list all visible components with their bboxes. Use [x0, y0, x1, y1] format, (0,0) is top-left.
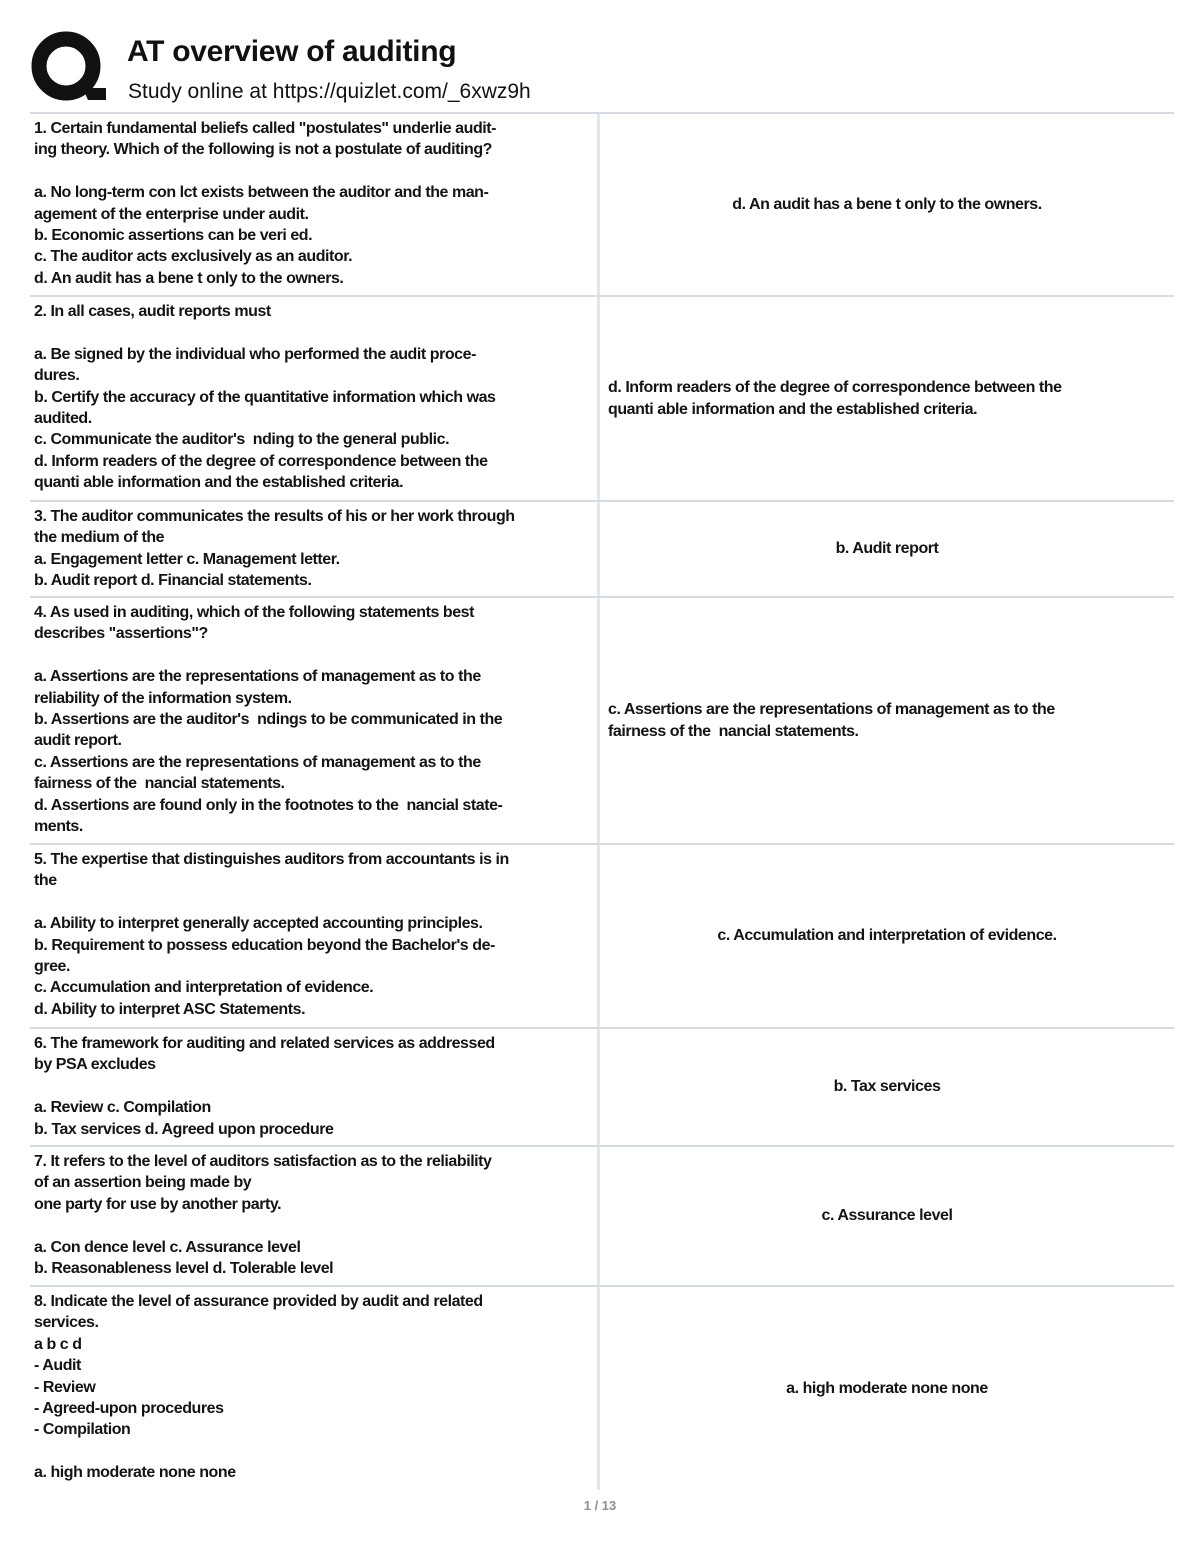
question-line: ments. [34, 818, 83, 836]
answer-line: fairness of the nancial statements. [608, 722, 859, 740]
answer-text: b. Tax services [833, 1078, 941, 1096]
flashcard [30, 1145, 1174, 1285]
question-line [34, 1076, 593, 1097]
question-line: 3. The auditor communicates the results of his or her work through [34, 508, 515, 525]
answer-line: quanti able information and the established criteria. [608, 400, 978, 418]
question-line: agement of the enterprise under audit. [34, 205, 309, 223]
card-answer [600, 1147, 1174, 1285]
question-line: a. Ability to interpret generally accepted accounting principles. [34, 915, 483, 933]
page-subtitle: Study online at https://quizlet.com/_6xwz9h [128, 80, 531, 103]
question-line: - Audit [34, 1357, 81, 1375]
question-line: 5. The expertise that distinguishes auditors from accountants is in [34, 851, 509, 868]
question-line: d. Inform readers of the degree of correspondence between the [34, 452, 488, 470]
answer-text: d. An audit has a bene t only to the owners. [732, 195, 1042, 213]
card-question [30, 598, 600, 843]
question-line [34, 645, 593, 666]
question-line: 2. In all cases, audit reports must [34, 303, 271, 320]
question-line: the [34, 872, 57, 890]
flashcard-list [30, 112, 1174, 1490]
card-answer [600, 1029, 1174, 1145]
question-line: - Agreed-upon procedures [34, 1400, 224, 1418]
question-line: c. Communicate the auditor's nding to the general public. [34, 431, 450, 449]
question-line: a. Engagement letter c. Management letter. [34, 550, 340, 568]
question-line [34, 322, 593, 343]
card-answer [600, 598, 1174, 843]
question-line: audit report. [34, 732, 122, 750]
question-line: 7. It refers to the level of auditors satisfaction as to the reliability [34, 1153, 492, 1170]
question-line: ing theory. Which of the following is not a postulate of auditing? [34, 141, 492, 159]
answer-line: c. Assertions are the representations of management as to the [608, 701, 1055, 719]
question-line: c. The auditor acts exclusively as an auditor. [34, 248, 353, 266]
card-answer [600, 114, 1174, 295]
question-line: reliability of the information system. [34, 689, 292, 707]
card-question [30, 1287, 600, 1490]
card-answer [600, 845, 1174, 1027]
question-line: fairness of the nancial statements. [34, 775, 285, 793]
card-question [30, 297, 600, 500]
card-question [30, 845, 600, 1027]
question-line: b. Assertions are the auditor's ndings to be communicated in the [34, 711, 503, 729]
card-question [30, 114, 600, 295]
question-line: describes "assertions"? [34, 625, 208, 643]
card-question [30, 502, 600, 596]
answer-line: d. Inform readers of the degree of correspondence between the [608, 379, 1062, 397]
question-line: of an assertion being made by [34, 1174, 252, 1192]
question-line: 1. Certain fundamental beliefs called "postulates" underlie audit- [34, 120, 497, 137]
question-line: d. Assertions are found only in the footnotes to the nancial state- [34, 796, 503, 814]
question-line: - Review [34, 1378, 96, 1396]
question-line: b. Tax services d. Agreed upon procedure [34, 1120, 334, 1138]
flashcard [30, 1027, 1174, 1145]
question-line: b. Economic assertions can be veri ed. [34, 227, 313, 245]
flashcard [30, 295, 1174, 500]
card-answer [600, 1287, 1174, 1490]
question-line: d. An audit has a bene t only to the owners. [34, 269, 344, 287]
flashcard [30, 1285, 1174, 1490]
question-line: audited. [34, 410, 92, 428]
answer-text: b. Audit report [835, 540, 939, 558]
question-line: a. Be signed by the individual who performed the audit proce- [34, 345, 476, 363]
question-line: a. Con dence level c. Assurance level [34, 1238, 301, 1256]
question-line: - Compilation [34, 1421, 131, 1439]
flashcard [30, 112, 1174, 295]
card-answer [600, 297, 1174, 500]
question-line: the medium of the [34, 529, 165, 547]
question-line [34, 1441, 593, 1462]
question-line: 4. As used in auditing, which of the following statements best [34, 604, 474, 621]
question-line: b. Reasonableness level d. Tolerable level [34, 1260, 334, 1278]
answer-text: c. Assurance level [821, 1207, 953, 1225]
question-line: c. Assertions are the representations of management as to the [34, 753, 481, 771]
flashcard [30, 596, 1174, 843]
question-line: a. Review c. Compilation [34, 1099, 211, 1117]
question-line: services. [34, 1314, 99, 1332]
quizlet-logo-icon [30, 30, 108, 106]
card-question [30, 1029, 600, 1145]
question-line: quanti able information and the established criteria. [34, 474, 404, 492]
question-line: 6. The framework for auditing and related services as addressed [34, 1035, 495, 1052]
question-line: a b c d [34, 1335, 82, 1353]
question-line: dures. [34, 367, 80, 385]
flashcard [30, 500, 1174, 596]
answer-text: c. Accumulation and interpretation of evidence. [717, 927, 1057, 945]
question-line: a. Assertions are the representations of management as to the [34, 668, 481, 686]
question-line [34, 161, 593, 182]
answer-text: a. high moderate none none [786, 1379, 988, 1397]
question-line: 8. Indicate the level of assurance provided by audit and related [34, 1293, 483, 1310]
question-line: b. Requirement to possess education beyond the Bachelor's de- [34, 936, 495, 954]
question-line [34, 892, 593, 913]
page-title: AT overview of auditing [127, 35, 457, 68]
question-line: a. No long-term con lct exists between the auditor and the man- [34, 184, 489, 202]
card-answer [600, 502, 1174, 596]
question-line: d. Ability to interpret ASC Statements. [34, 1000, 306, 1018]
question-line: one party for use by another party. [34, 1195, 282, 1213]
flashcard [30, 843, 1174, 1027]
card-question [30, 1147, 600, 1285]
question-line: by PSA excludes [34, 1056, 156, 1074]
page-number: 1 / 13 [583, 1498, 617, 1513]
question-line: c. Accumulation and interpretation of evidence. [34, 979, 374, 997]
question-line: b. Certify the accuracy of the quantitative information which was [34, 388, 496, 406]
question-line [34, 1215, 593, 1236]
question-line: a. high moderate none none [34, 1464, 236, 1482]
question-line: gree. [34, 958, 70, 976]
question-line: b. Audit report d. Financial statements. [34, 572, 312, 590]
